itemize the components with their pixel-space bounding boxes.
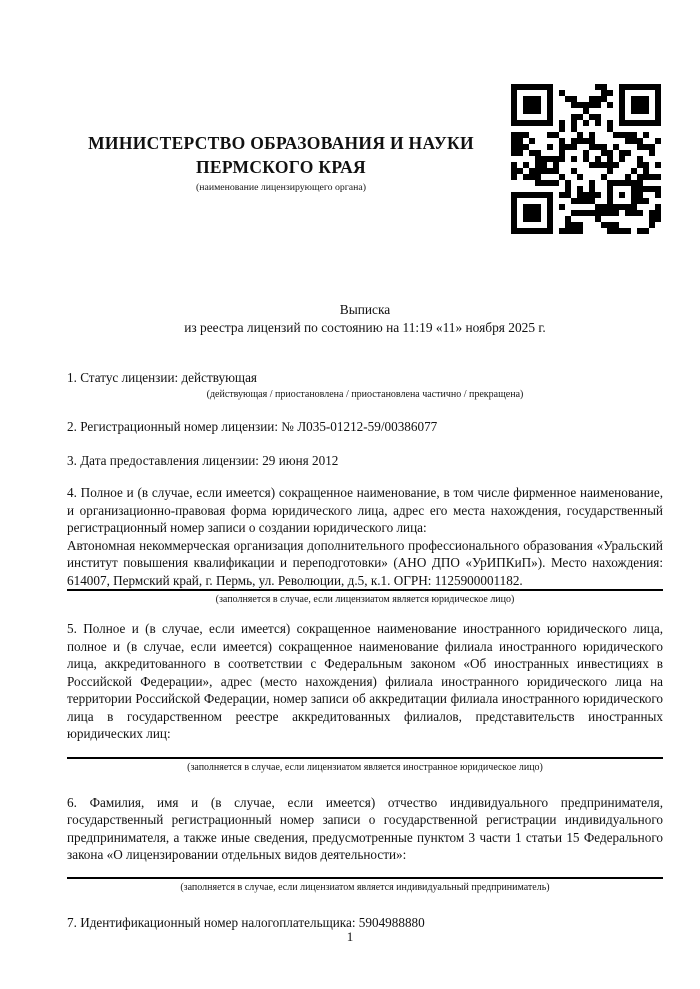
legal-entity-description: 4. Полное и (в случае, если имеется) сокращенное наименование, в том числе фирменное наименование, и организационно-правовая форма юридического лица, адрес его места нахождения, государственный регистрационный номер записи о создании юридического лица: xyxy=(67,485,663,535)
item-6-individual-entrepreneur xyxy=(67,794,663,894)
item-7-taxpayer-number: 7. Идентификационный номер налогоплательщика: 5904988880 xyxy=(67,914,425,930)
item-1-license-status xyxy=(67,368,663,402)
item-3-grant-date: 3. Дата предоставления лицензии: 29 июня 2012 xyxy=(67,453,339,468)
ministry-name-line1: МИНИСТЕРСТВО ОБРАЗОВАНИЯ И НАУКИ xyxy=(88,133,474,153)
licensing-authority-header xyxy=(63,131,499,194)
foreign-entity-caption: (заполняется в случае, если лицензиатом является иностранное юридическое лицо) xyxy=(187,761,543,773)
document-title xyxy=(67,301,663,337)
license-status-text: 1. Статус лицензии: действующая xyxy=(67,370,258,385)
title-line2: из реестра лицензий по состоянию на 11:19 «11» ноября 2025 г. xyxy=(184,320,546,335)
legal-entity-caption: (заполняется в случае, если лицензиатом является юридическое лицо) xyxy=(215,594,515,605)
license-status-caption: (действующая / приостановлена / приостановлена частично / прекращена) xyxy=(206,389,524,400)
individual-caption: (заполняется в случае, если лицензиатом является индивидуальный предприниматель) xyxy=(180,881,550,893)
foreign-entity-description: 5. Полное и (в случае, если имеется) сокращенное наименование иностранного юридического лица, полное и (в случае, если имеется) сокращенное наименование филиала иностранного юридического лица, аккредитованного в соответствии с Федеральным законом «Об иностранных инвестициях в Российской Федерации», адрес (место нахождения) филиала иностранного юридического лица на территории Российской Федерации, номер записи об аккредитации филиала иностранного юридического лица в государственном реестре аккредитованных филиалов, представительств иностранных юридических лиц: xyxy=(67,621,663,741)
document-body xyxy=(67,368,663,932)
item-2-registration-number: 2. Регистрационный номер лицензии: № Л035-01212-59/00386077 xyxy=(67,419,438,434)
divider-line xyxy=(67,877,663,879)
divider-line xyxy=(67,757,663,759)
title-line1: Выписка xyxy=(339,302,391,317)
page-number: 1 xyxy=(346,929,354,944)
item-5-foreign-entity xyxy=(67,620,663,774)
qr-code-icon xyxy=(511,84,661,234)
legal-entity-value: Автономная некоммерческая организация дополнительного профессионального образования «Уральский институт повышения квалификации и переподготовки» (АНО ДПО «УрИПКиП»). Место нахождения: 614007, Пермский край, г. Пермь, ул. Революции, д.5, к.1. ОГРН: 1125900001182. xyxy=(67,537,663,588)
item-4-legal-entity xyxy=(67,484,663,606)
individual-description: 6. Фамилия, имя и (в случае, если имеется) отчество индивидуального предпринимателя, государственный регистрационный номер записи о государственной регистрации индивидуального предпринимателя, а также иные сведения, предусмотренные пунктом 3 части 1 статьи 15 Федерального закона «О лицензировании отдельных видов деятельности»: xyxy=(67,794,663,862)
divider-line xyxy=(67,589,663,591)
ministry-caption: (наименование лицензирующего органа) xyxy=(195,182,366,193)
ministry-name-line2: ПЕРМСКОГО КРАЯ xyxy=(196,157,366,177)
